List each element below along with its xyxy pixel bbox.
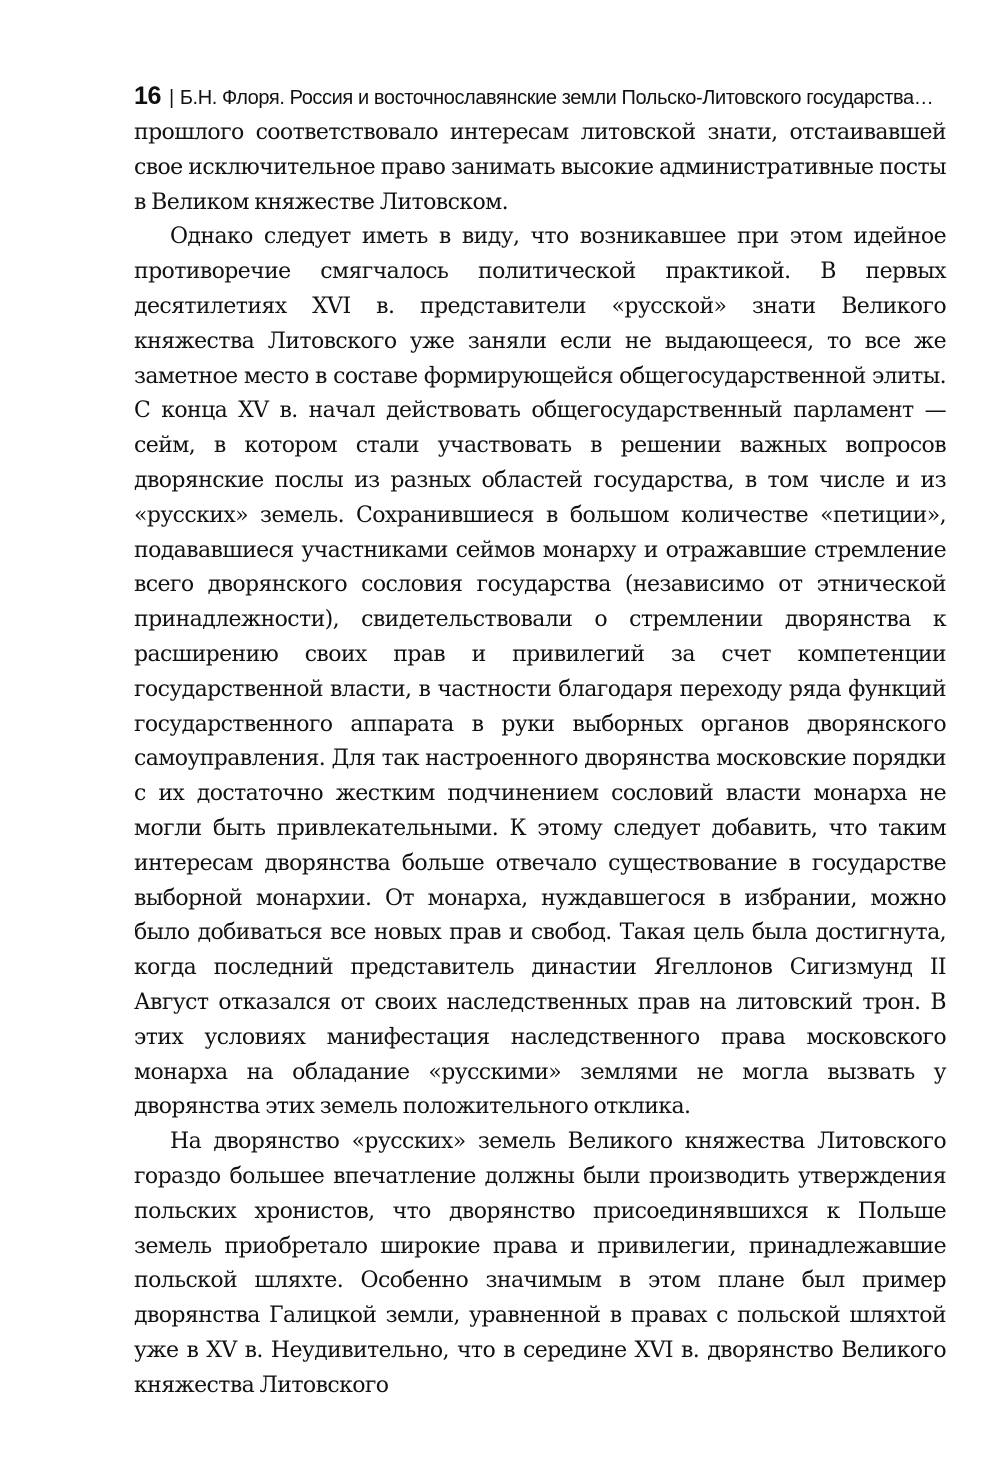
body-text xyxy=(134,116,946,1403)
page-number: 16 xyxy=(134,82,162,110)
running-head xyxy=(134,78,946,116)
book-page xyxy=(134,78,946,1403)
running-title: Б.Н. Флоря. Россия и восточнославянские земли Польско-Литовского государства… xyxy=(179,87,934,109)
paragraph: Однако следует иметь в виду, что возникавшее при этом идейное противоречие смягчалось политической практикой. В первых десятилетиях XVI в. представители «русской» знати Великого княжества Литовского уже заняли если не выдающееся, то все же заметное место в составе формирующейся общегосударственной элиты. С конца XV в. начал действовать общегосударственный парламент — сейм, в котором стали участвовать в решении важных вопросов дворянские послы из разных областей государства, в том числе и из «русских» земель. Сохранившиеся в большом количестве «петиции», подававшиеся участниками сеймов монарху и отражавшие стремление всего дворянского сословия государства (независимо от этнической принадлежности), свидетельствовали о стремлении дворянства к расширению своих прав и привилегий за счет компетенции государственной власти, в частности благодаря переходу ряда функций государственного аппарата в руки выборных органов дворянского самоуправления. Для так настроенного дворянства московские порядки с их достаточно жестким подчинением сословий власти монарха не могли быть привлекательными. К этому следует добавить, что таким интересам дворянства больше отвечало существование в государстве выборной монархии. От монарха, нуждавшегося в избрании, можно было добиваться все новых прав и свобод. Такая цель была достигнута, когда последний представитель династии Ягеллонов Сигизмунд II Август отказался от своих наследственных прав на литовский трон. В этих условиях манифестация наследственного права московского монарха на обладание «русскими» землями не могла вызвать у дворянства этих земель положительного отклика. xyxy=(134,224,946,1120)
paragraph: На дворянство «русских» земель Великого княжества Литовского гораздо большее впечатление должны были производить утверждения польских хронистов, что дворянство присоединявшихся к Польше земель приобретало широкие права и привилегии, принадлежавшие польской шляхте. Особенно значимым в этом плане был пример дворянства Галицкой земли, уравненной в правах с польской шляхтой уже в XV в. Неудивительно, что в середине XVI в. дворянство Великого княжества Литовского xyxy=(134,1129,946,1398)
header-separator: | xyxy=(169,87,174,109)
paragraph-continued: прошлого соответствовало интересам литовской знати, отстаивавшей свое исключительное право занимать высокие административные посты в Великом княжестве Литовском. xyxy=(134,120,946,215)
